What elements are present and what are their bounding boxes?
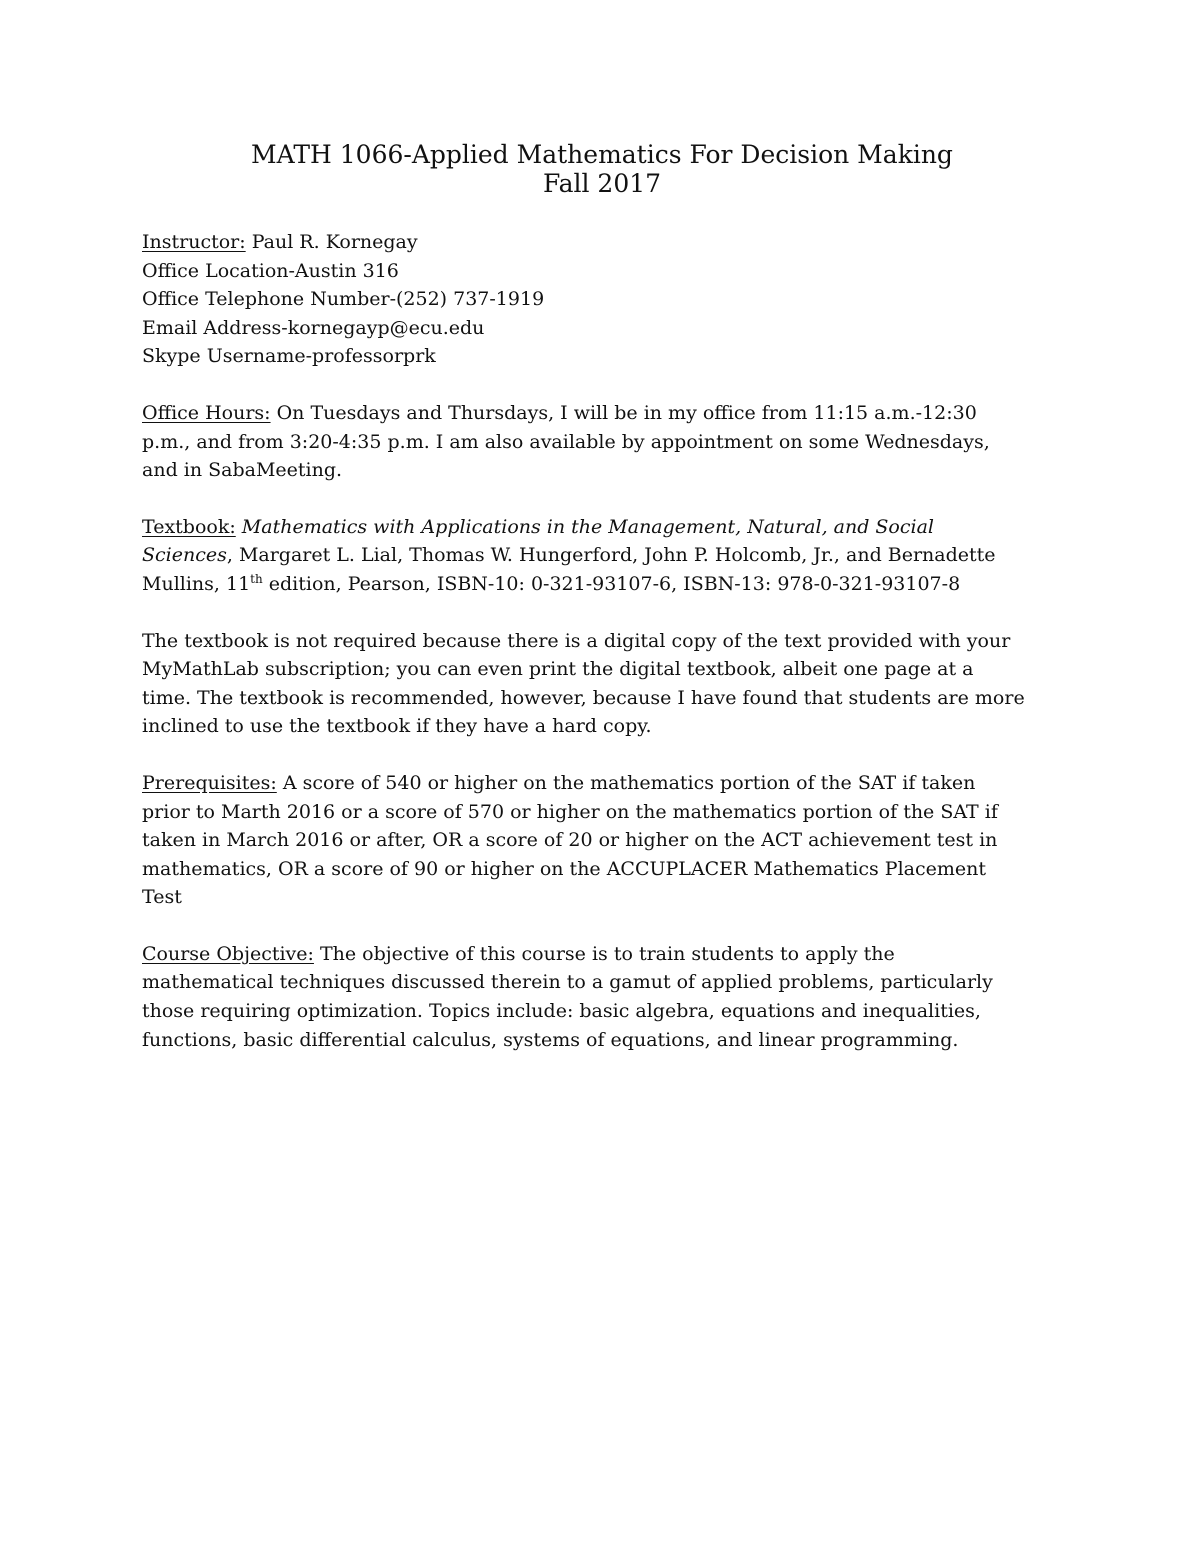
page-title: MATH 1066-Applied Mathematics For Decision Making [251, 140, 953, 169]
office-hours-line: and in SabaMeeting. [142, 459, 343, 482]
email-address: Email Address-kornegayp@ecu.edu [142, 316, 485, 339]
instructor-section [142, 228, 1062, 371]
textbook-note-line: MyMathLab subscription; you can even print the digital textbook, albeit one page at a [142, 658, 974, 681]
textbook-note-line: time. The textbook is recommended, however, because I have found that students are more [142, 686, 1025, 709]
prerequisites-section [142, 769, 1062, 912]
prerequisites-line [142, 769, 1062, 798]
course-objective-line [142, 940, 1062, 969]
textbook-note-section [142, 627, 1062, 741]
office-hours-line [142, 399, 1062, 428]
prerequisites-line: taken in March 2016 or after, OR a score of 20 or higher on the ACT achievement test in [142, 829, 998, 852]
textbook-line [142, 541, 1062, 570]
prerequisites-text: A score of 540 or higher on the mathematics portion of the SAT if taken [276, 771, 976, 794]
office-phone: Office Telephone Number-(252) 737-1919 [142, 288, 545, 311]
textbook-edition-sup: th [250, 571, 263, 586]
textbook-label: Textbook: [142, 515, 236, 538]
course-objective-line: functions, basic differential calculus, systems of equations, and linear programming. [142, 1028, 959, 1051]
prerequisites-line: mathematics, OR a score of 90 or higher on the ACCUPLACER Mathematics Placement [142, 857, 986, 880]
course-objective-text: The objective of this course is to train students to apply the [313, 942, 895, 965]
prerequisites-line: Test [142, 886, 182, 909]
office-hours-line: p.m., and from 3:20-4:35 p.m. I am also available by appointment on some Wednesdays, [142, 430, 990, 453]
office-hours-text: On Tuesdays and Thursdays, I will be in my office from 11:15 a.m.-12:30 [270, 401, 977, 424]
prerequisites-line: prior to Marth 2016 or a score of 570 or higher on the mathematics portion of the SAT if [142, 800, 998, 823]
course-objective-line: mathematical techniques discussed therein to a gamut of applied problems, particularly [142, 971, 993, 994]
textbook-title-cont: Sciences [142, 544, 227, 567]
office-hours-section [142, 399, 1062, 485]
textbook-line [142, 513, 1062, 542]
instructor-line [142, 228, 1062, 257]
course-objective-line: those requiring optimization. Topics include: basic algebra, equations and inequalities, [142, 1000, 981, 1023]
course-term: Fall 2017 [542, 169, 662, 198]
textbook-edition-pre: Mullins, 11 [142, 572, 251, 595]
office-location: Office Location-Austin 316 [142, 259, 399, 282]
office-hours-label: Office Hours: [142, 401, 271, 424]
instructor-label: Instructor: [142, 231, 246, 253]
prerequisites-label: Prerequisites: [142, 771, 277, 794]
textbook-authors: , Margaret L. Lial, Thomas W. Hungerford, John P. Holcomb, Jr., and Bernadette [226, 544, 996, 567]
textbook-note-line: The textbook is not required because there is a digital copy of the text provided with your [142, 629, 1011, 652]
course-objective-section [142, 940, 1062, 1054]
textbook-edition-post: edition, Pearson, ISBN-10: 0-321-93107-6, ISBN-13: 978-0-321-93107-8 [262, 572, 961, 595]
course-objective-label: Course Objective: [142, 942, 314, 965]
textbook-title: Mathematics with Applications in the Management, Natural, and Social [241, 515, 934, 538]
textbook-note-line: inclined to use the textbook if they have a hard copy. [142, 715, 652, 738]
textbook-line [142, 570, 1062, 599]
instructor-name: Paul R. Kornegay [245, 231, 418, 253]
syllabus-page [142, 140, 1062, 1082]
skype-username: Skype Username-professorprk [142, 345, 436, 368]
textbook-section [142, 513, 1062, 599]
